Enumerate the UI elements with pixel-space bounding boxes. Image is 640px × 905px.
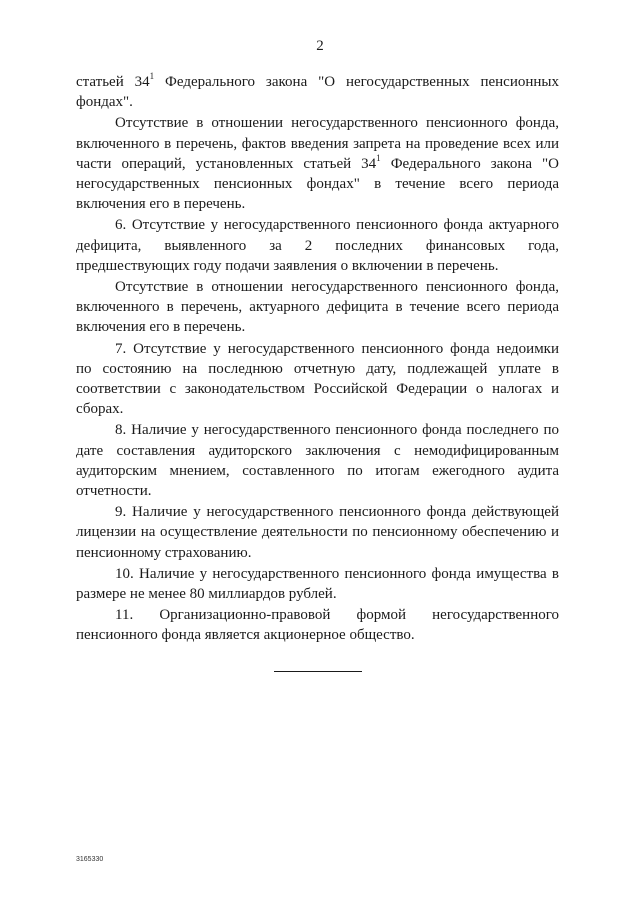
paragraph: Отсутствие в отношении негосударственного пенсионного фонда, включенного в перечень, актуарного дефицита в течение всего периода включения его в перечень.	[76, 279, 559, 336]
paragraph-item-9: 9. Наличие у негосударственного пенсионного фонда действующей лицензии на осуществление деятельности по пенсионному обеспечению и пенсионному страхованию.	[76, 504, 559, 561]
paragraph-text: Отсутствие в отношении негосударственного пенсионного фонда, включенного в перечень, фактов введения запрета на проведение всех или части операций, установленных статьей 34	[76, 115, 559, 172]
paragraph-item-8: 8. Наличие у негосударственного пенсионного фонда последнего по дате составления аудиторского заключения с немодифицированным аудиторским мнением, составленного по итогам ежегодного аудита отчетности.	[76, 422, 559, 500]
paragraph-text: статьей 34	[76, 74, 150, 90]
document-code: 3165330	[76, 856, 104, 863]
paragraph-item-6: 6. Отсутствие у негосударственного пенсионного фонда актуарного дефицита, выявленного за 2 последних финансовых года, предшествующих году подачи заявления о включении в перечень.	[76, 217, 559, 274]
paragraph-item-11: 11. Организационно-правовой формой негосударственного пенсионного фонда является акционерное общество.	[76, 607, 559, 644]
paragraph-item-10: 10. Наличие у негосударственного пенсионного фонда имущества в размере не менее 80 миллиардов рублей.	[76, 565, 559, 603]
paragraph-item-7: 7. Отсутствие у негосударственного пенсионного фонда недоимки по состоянию на последнюю отчетную дату, подлежащей уплате в соответствии с законодательством Российской Федерации о налогах и сборах.	[76, 340, 559, 418]
superscript-index: 1	[376, 152, 381, 163]
paragraph-continuation	[76, 72, 559, 112]
paragraph-text: Федерального закона "О негосударственных пенсионных фондах".	[76, 74, 559, 111]
page-number: 2	[316, 38, 324, 54]
end-divider-line	[274, 671, 362, 672]
paragraph	[76, 113, 559, 214]
superscript-index: 1	[149, 71, 155, 81]
paragraph-text: Федерального закона "О негосударственных пенсионных фондах" в течение всего периода включения его в перечень.	[76, 155, 559, 213]
document-body	[76, 72, 559, 647]
